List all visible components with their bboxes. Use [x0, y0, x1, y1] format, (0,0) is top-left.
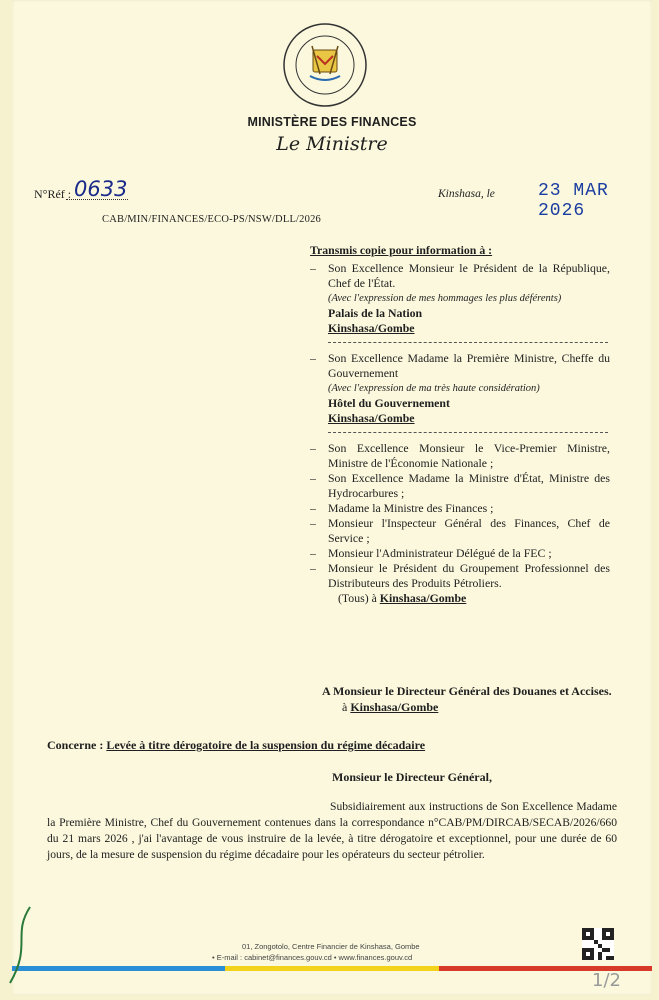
- date-stamp: 23 MAR 2026: [538, 181, 609, 221]
- list-city: Kinshasa/Gombe: [328, 321, 415, 335]
- addressee-block: [322, 683, 622, 715]
- list-building: Palais de la Nation: [328, 306, 423, 320]
- divider: [328, 342, 608, 343]
- stripe-blue: [12, 966, 225, 971]
- reference-dotted-line: [66, 199, 128, 200]
- reference-label: N°Réf :: [34, 187, 72, 201]
- subject-line: Concerne : Levée à titre dérogatoire de la suspension du régime décadaire: [47, 738, 426, 752]
- divider: [328, 432, 608, 433]
- list-item: – Son Excellence Madame la Première Ministre, Cheffe du Gouvernement: [310, 351, 610, 380]
- coat-of-arms-icon: [282, 22, 368, 108]
- list-item: – Monsieur l'Administrateur Délégué de la FEC ;: [310, 546, 552, 560]
- footer-address: 01, Zongotolo, Centre Financier de Kinshasa, Gombe: [242, 942, 420, 951]
- list-item: – Son Excellence Monsieur le Président de la République, Chef de l'État.: [310, 261, 610, 290]
- place-label: Kinshasa, le: [438, 188, 495, 200]
- list-city: Kinshasa/Gombe: [328, 411, 415, 425]
- qr-code-icon: [582, 928, 614, 960]
- stripe-yellow: [225, 966, 438, 971]
- list-item: – Madame la Ministre des Finances ;: [310, 501, 494, 515]
- reference-code: CAB/MIN/FINANCES/ECO-PS/NSW/DLL/2026: [102, 214, 321, 225]
- body-paragraph: Subsidiairement aux instructions de Son Excellence Madame la Première Ministre, Chef du Gouvernement contenues dans la correspondance n°CAB/PM/DIRCAB/SECAB/2026/660 du 21 mars 2026 , j'ai l'avantage de vous instruire de la levée, à titre dérogatoire et exceptionnel, pour une durée de 60 jours, de la mesure de suspension du régime décadaire pour les opérateurs du secteur pétrolier.: [47, 800, 617, 861]
- signature-mark-icon: [2, 905, 42, 985]
- list-note: (Avec l'expression de mes hommages les plus déférents): [328, 293, 562, 304]
- ministry-title: MINISTÈRE DES FINANCES: [247, 115, 417, 129]
- addressee-city: à Kinshasa/Gombe: [342, 700, 439, 714]
- reference-number: 0633: [74, 177, 128, 201]
- list-item: – Son Excellence Monsieur le Vice-Premier Ministre, Ministre de l'Économie Nationale ;: [310, 441, 610, 470]
- letter-page: [12, 0, 652, 995]
- footer-contact: • E-mail : cabinet@finances.gouv.cd • www.finances.gouv.cd: [212, 953, 413, 962]
- list-item: – Monsieur l'Inspecteur Général des Finances, Chef de Service ;: [310, 516, 610, 545]
- list-note: (Avec l'expression de ma très haute considération): [328, 383, 540, 394]
- list-item: – Son Excellence Madame la Ministre d'État, Ministre des Hydrocarbures ;: [310, 471, 610, 500]
- page-number: 1/2: [592, 970, 621, 991]
- minister-title: Le Ministre: [276, 133, 388, 155]
- list-building: Hôtel du Gouvernement: [328, 396, 450, 410]
- list-item: – Monsieur le Président du Groupement Professionnel des Distributeurs des Produits Pétroliers.: [310, 561, 610, 590]
- salutation: Monsieur le Directeur Général,: [332, 770, 492, 784]
- distribution-list: [310, 243, 610, 606]
- list-tous: (Tous) à Kinshasa/Gombe: [338, 591, 467, 605]
- distribution-title: Transmis copie pour information à :: [310, 243, 493, 257]
- flag-stripe: [12, 966, 652, 971]
- addressee-line: A Monsieur le Directeur Général des Douanes et Accises.: [322, 684, 612, 698]
